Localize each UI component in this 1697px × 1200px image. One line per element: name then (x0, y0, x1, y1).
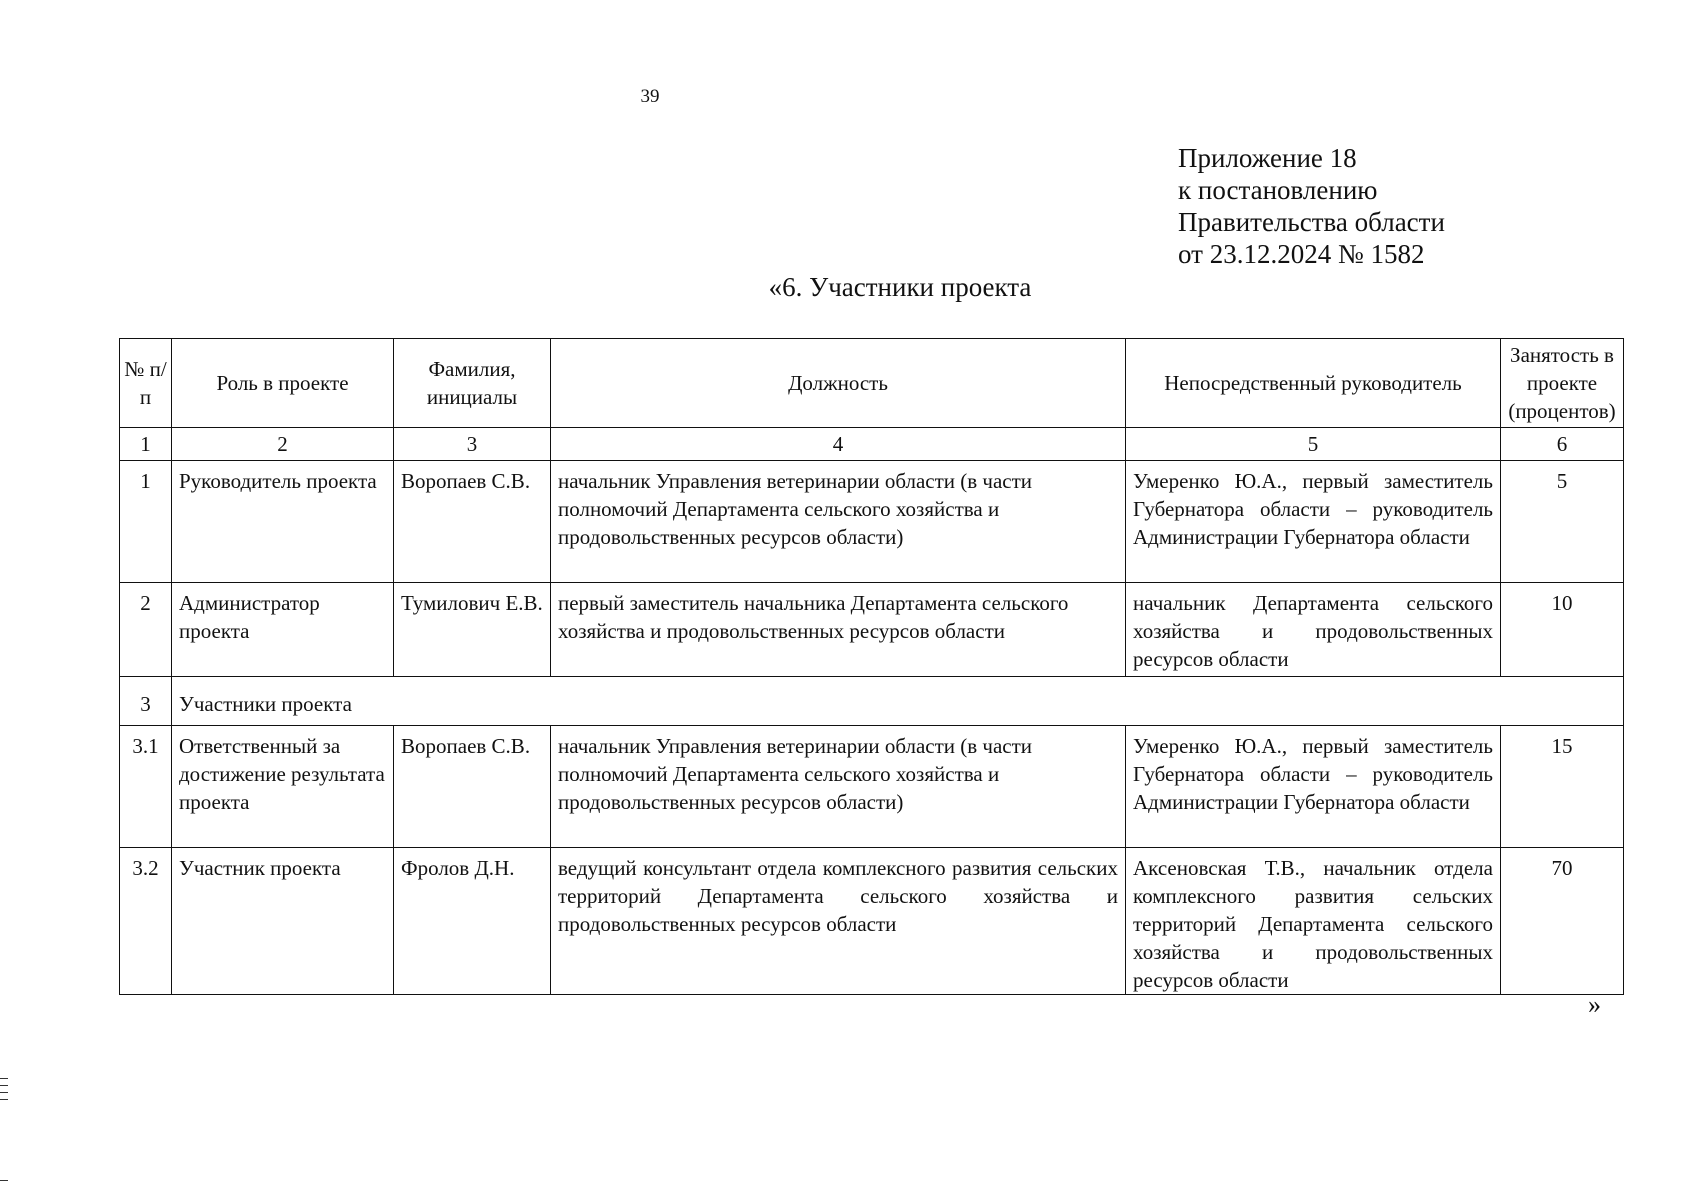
margin-tick (0, 1092, 8, 1093)
table-row (120, 848, 1624, 995)
header-supervisor: Непосредственный руководитель (1126, 339, 1501, 428)
row-position: первый заместитель начальника Департамента сельского хозяйства и продовольственных ресурсов области (551, 583, 1126, 677)
table-section-row (120, 677, 1624, 726)
margin-tick (0, 1099, 8, 1100)
row-name: Воропаев С.В. (394, 726, 551, 848)
appendix-line-2: к постановлению (1178, 175, 1378, 205)
row-role: Участник проекта (172, 848, 394, 995)
participants-table (119, 338, 1624, 995)
row-role: Администратор проекта (172, 583, 394, 677)
table-row (120, 583, 1624, 677)
appendix-line-1: Приложение 18 (1178, 143, 1357, 173)
column-number-row (120, 428, 1624, 461)
row-role: Руководитель проекта (172, 461, 394, 583)
row-supervisor: Умеренко Ю.А., первый заместитель Губернатора области – руководитель Администрации Губернатора области (1126, 726, 1501, 848)
row-num: 3 (120, 677, 172, 726)
row-num: 3.2 (120, 848, 172, 995)
row-num: 1 (120, 461, 172, 583)
row-num: 3.1 (120, 726, 172, 848)
row-name: Фролов Д.Н. (394, 848, 551, 995)
row-position: начальник Управления ветеринарии области (в части полномочий Департамента сельского хозяйства и продовольственных ресурсов области) (551, 461, 1126, 583)
header-employment: Занятость в проекте (процентов) (1501, 339, 1624, 428)
appendix-reference (1178, 142, 1445, 270)
margin-tick (0, 1078, 8, 1079)
row-position: ведущий консультант отдела комплексного развития сельских территорий Департамента сельского хозяйства и продовольственных ресурсов области (551, 848, 1126, 995)
table-header-row (120, 339, 1624, 428)
row-employment: 70 (1501, 848, 1624, 995)
page-number: 39 (640, 86, 660, 107)
appendix-line-3: Правительства области (1178, 207, 1445, 237)
row-num: 2 (120, 583, 172, 677)
row-position: начальник Управления ветеринарии области (в части полномочий Департамента сельского хозяйства и продовольственных ресурсов области) (551, 726, 1126, 848)
margin-tick (0, 1180, 8, 1181)
closing-quote: » (1588, 990, 1601, 1019)
column-number: 4 (551, 428, 1126, 461)
column-number: 6 (1501, 428, 1624, 461)
margin-tick (0, 1085, 8, 1086)
header-num: № п/п (120, 339, 172, 428)
row-employment: 10 (1501, 583, 1624, 677)
header-role: Роль в проекте (172, 339, 394, 428)
section-title: «6. Участники проекта (768, 272, 1032, 302)
appendix-line-4: от 23.12.2024 № 1582 (1178, 239, 1425, 269)
header-position: Должность (551, 339, 1126, 428)
column-number: 3 (394, 428, 551, 461)
row-supervisor: начальник Департамента сельского хозяйства и продовольственных ресурсов области (1126, 583, 1501, 677)
row-supervisor: Аксеновская Т.В., начальник отдела комплексного развития сельских территорий Департамента сельского хозяйства и продовольственных ресурсов области (1126, 848, 1501, 995)
header-name: Фамилия, инициалы (394, 339, 551, 428)
section-row-label: Участники проекта (172, 677, 1624, 726)
table-row (120, 461, 1624, 583)
column-number: 1 (120, 428, 172, 461)
row-employment: 5 (1501, 461, 1624, 583)
table-row (120, 726, 1624, 848)
row-name: Тумилович Е.В. (394, 583, 551, 677)
column-number: 2 (172, 428, 394, 461)
column-number: 5 (1126, 428, 1501, 461)
row-name: Воропаев С.В. (394, 461, 551, 583)
row-employment: 15 (1501, 726, 1624, 848)
row-supervisor: Умеренко Ю.А., первый заместитель Губернатора области – руководитель Администрации Губернатора области (1126, 461, 1501, 583)
row-role: Ответственный за достижение результата проекта (172, 726, 394, 848)
